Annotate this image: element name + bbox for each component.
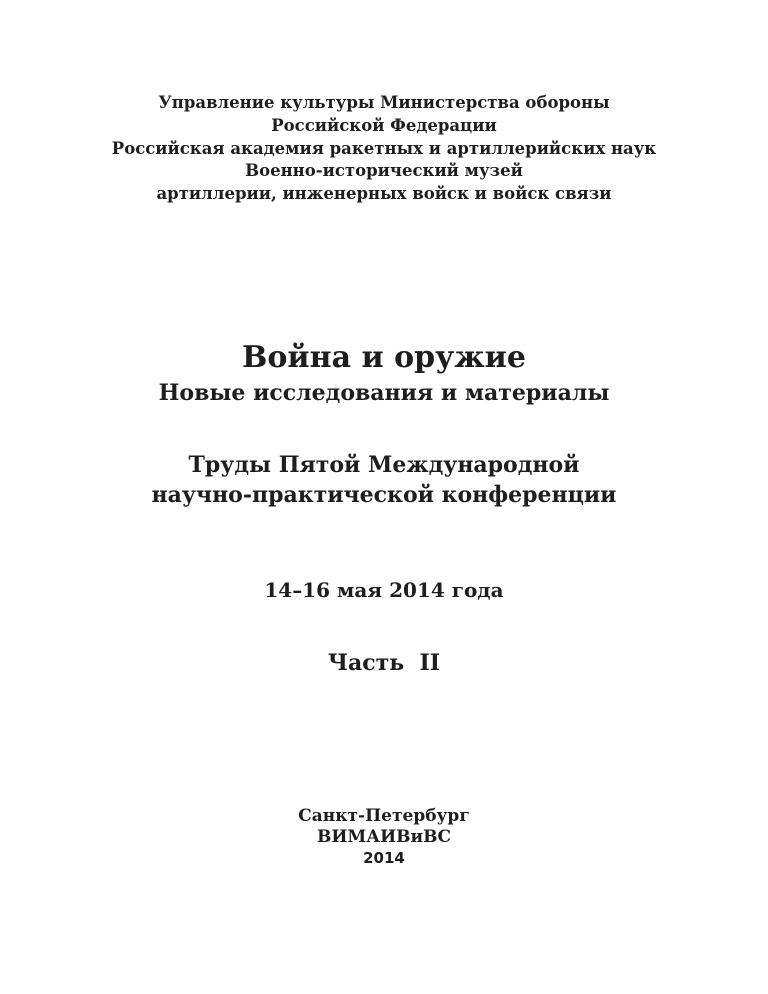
book-subtitle: Новые исследования и материалы — [158, 380, 610, 406]
organization-line-3: Российская академия ракетных и артиллерийских наук — [111, 139, 657, 158]
imprint-publisher: ВИМАИВиВС — [316, 827, 452, 847]
proceedings-line-1: Труды Пятой Международной — [188, 452, 580, 478]
organization-line-1: Управление культуры Министерства обороны — [158, 93, 610, 112]
imprint-year: 2014 — [363, 849, 405, 867]
organization-line-5: артиллерии, инженерных войск и войск связи — [156, 184, 612, 203]
proceedings-line-2: научно-практической конференции — [151, 482, 617, 508]
imprint-city: Санкт-Петербург — [298, 806, 470, 826]
organization-line-4: Военно-исторический музей — [245, 161, 523, 180]
book-title: Война и оружие — [242, 340, 526, 375]
conference-dates: 14–16 мая 2014 года — [264, 578, 504, 602]
volume-part: Часть II — [327, 650, 441, 676]
organization-line-2: Российской Федерации — [271, 116, 497, 135]
